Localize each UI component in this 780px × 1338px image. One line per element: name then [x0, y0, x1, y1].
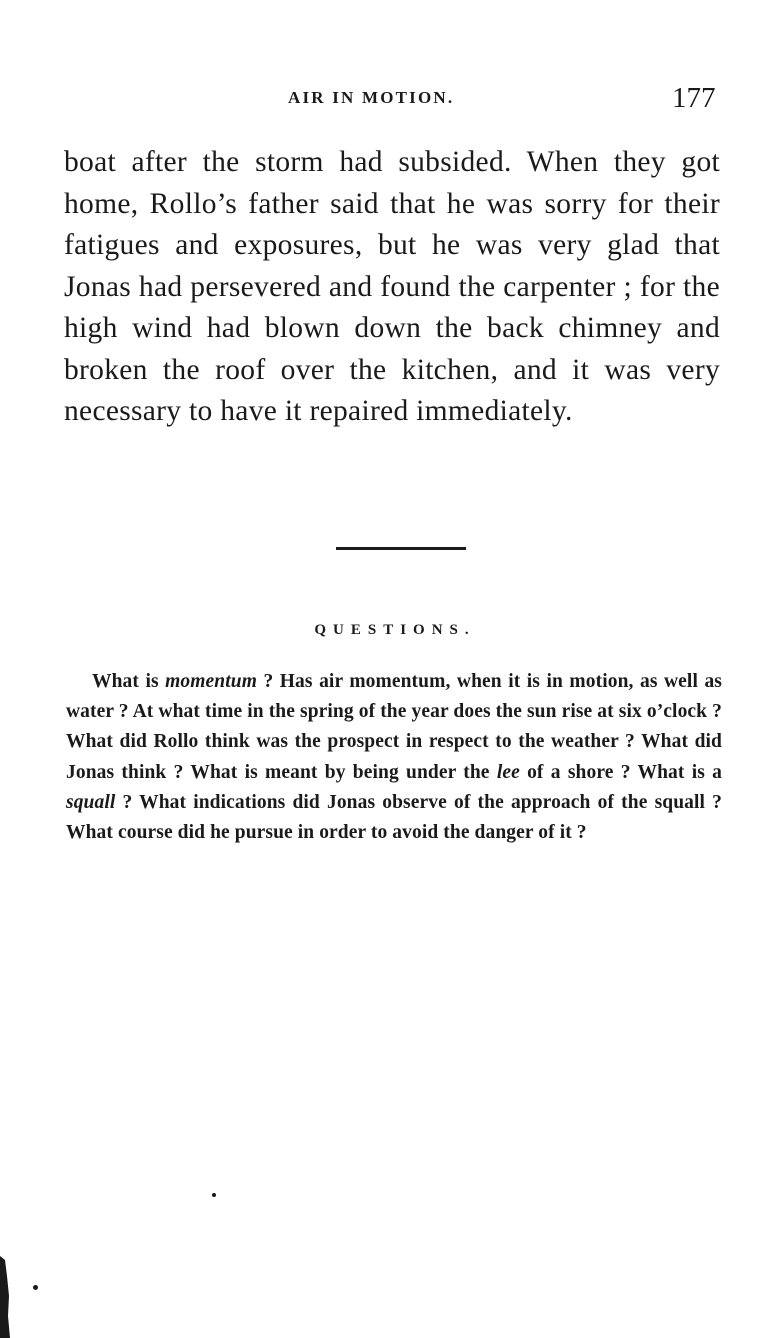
body-paragraph: boat after the storm had subsided. When they got home, Rollo’s father said that he was sorry for their fatigues and exposures, but he was very glad that Jonas had persevered and found the carpenter ; for the high wind had blown down the back chimney and broken the roof over the kitchen, and it was very necessary to have it repaired immediately. — [64, 146, 720, 427]
page-edge-mark — [0, 1256, 10, 1338]
scan-speck — [212, 1193, 216, 1197]
questions-text-1: What is — [92, 671, 166, 692]
questions-text-2: ? Has air momentum, when it is in motion, as well as water ? At what time in the spring of the year does the sun rise at six o’clock ? What did Rollo think was the prospect in respect to the weather ? What did Jonas think ? What is meant by being under the — [66, 671, 722, 783]
questions-text-4: ? What indications did Jonas observe of the approach of the squall ? What course did he pursue in order to avoid the danger of it ? — [66, 791, 722, 844]
questions-text-3: of a shore ? What is a — [519, 761, 722, 783]
running-head — [0, 82, 780, 114]
section-divider — [336, 547, 466, 550]
questions-heading: QUESTIONS. — [314, 622, 476, 638]
term-squall: squall — [66, 791, 116, 813]
term-lee: lee — [496, 761, 520, 783]
page-number: 177 — [672, 82, 716, 114]
body-text — [64, 142, 720, 433]
term-momentum: momentum — [165, 671, 257, 692]
scan-speck — [33, 1285, 38, 1290]
running-title: AIR IN MOTION. — [288, 88, 455, 107]
questions-paragraph — [66, 667, 722, 848]
questions-block — [66, 667, 722, 848]
